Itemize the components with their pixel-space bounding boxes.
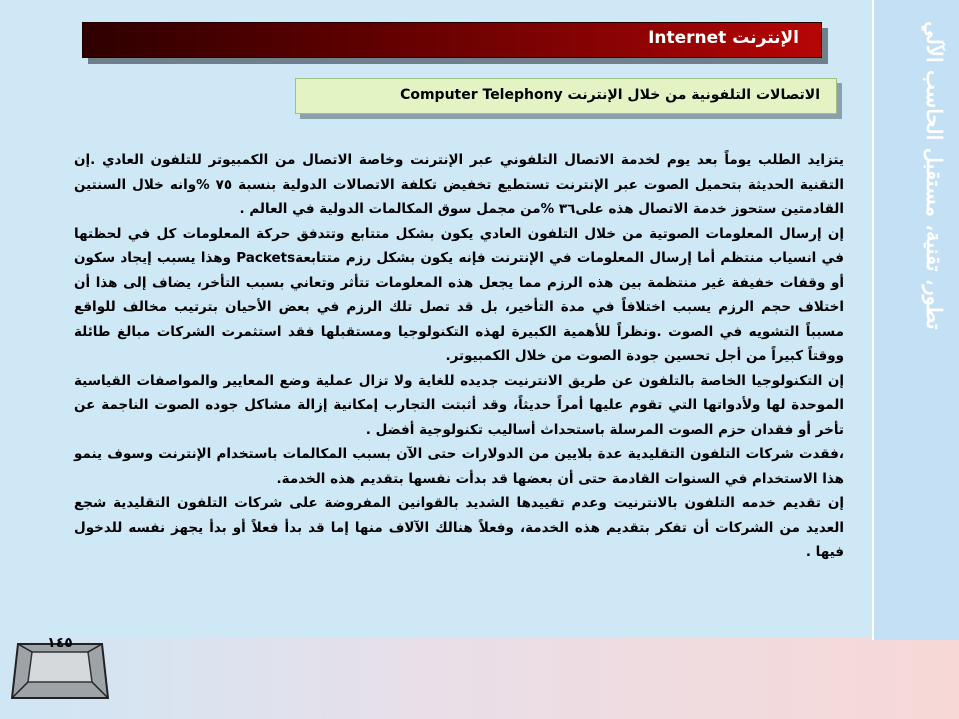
paragraph: إن إرسال المعلومات الصوتية من خلال التلفون العادي يكون بشكل متتابع وتتدفق حركة المعلومات كل في لحظتها في انسياب منتظم أما إرسال المعلومات في الإنترنت فإنه يكون بشكل رزم متتابعةPackets وهذا يسبب إيجاد سكون أو وقفات خفيفة غير منتظمة بين هذه الرزم مما يجعل هذه المعلومات تتأثر وتعاني بسبب التأخر، يضاف إلى هذا أن اختلاف حجم الرزم يسبب اختلافاً في مدة التأخير، بل قد تصل تلك الرزم في بعض الأحيان بترتيب مخالف للواقع مسبباً التشويه في الصوت .ونظراً للأهمية الكبيرة لهذه التكنولوجيا ومستقبلها فقد استثمرت الشركات مبالغ طائلة ووقتاً كبيراً من أجل تحسين جودة الصوت من خلال الكمبيوتر.	[74, 225, 845, 364]
page-title: Internet الإنترنت	[648, 28, 799, 48]
paragraph: إن التكنولوجيا الخاصة بالتلفون عن طريق الانترنيت جديده للغاية ولا تزال عملية وضع المعايير والمواصفات القياسية الموحدة لها ولأدواتها التي تقوم عليها أمراً حديثاً، وقد أثبتت التجارب إمكانية إزالة مشاكل جوده الصوت الناجمة عن تأخر أو فقدان حزم الصوت المرسلة باستحداث أساليب تكنولوجية أفضل .	[74, 372, 844, 438]
paragraph: إن تقديم خدمه التلفون بالانترنيت وعدم تقييدها الشديد بالقوانين المفروضة على شركات التلفون التقليدية شجع العديد من الشركات أن تفكر بتقديم هذه الخدمة، وفعلاً هنالك الآلاف منها إما قد بدأ فعلاً أو بدأ يجهز نفسه للدخول فيها .	[74, 495, 844, 560]
page-number: ١٤٥	[47, 635, 73, 651]
paragraph: ،فقدت شركات التلفون التقليدية عدة بلايين من الدولارات حتى الآن بسبب المكالمات باستخدام الإنترنت وسوف ينمو هذا الاستخدام في السنوات القادمة حتى أن بعضها قد بدأت نفسها بتقديم هذه الخدمة.	[74, 446, 844, 487]
subtitle-box	[295, 78, 837, 114]
side-title: تطور، تقنية، مستقبل الحاسب الآلي	[922, 21, 947, 330]
body-text	[74, 148, 844, 565]
section-subtitle: الاتصالات التلفونية من خلال الإنترنت Computer Telephony	[400, 87, 820, 103]
bottom-gradient-band	[0, 638, 959, 719]
paragraph: يتزايد الطلب يوماً بعد يوم لخدمة الاتصال التلفوني عبر الإنترنت وخاصة الاتصال من الكمبيوتر للتلفون العادي .إن التقنية الحديثة بتحميل الصوت عبر الإنترنت تستطيع تخفيض تكلفة الاتصالات الدولية بنسبة ٧٥ %وانه خلال السنتين القادمتين ستحوز خدمة الاتصال هذه على٣٦ %من مجمل سوق المكالمات الدولية في العالم .	[74, 152, 844, 217]
title-bar	[82, 22, 822, 58]
